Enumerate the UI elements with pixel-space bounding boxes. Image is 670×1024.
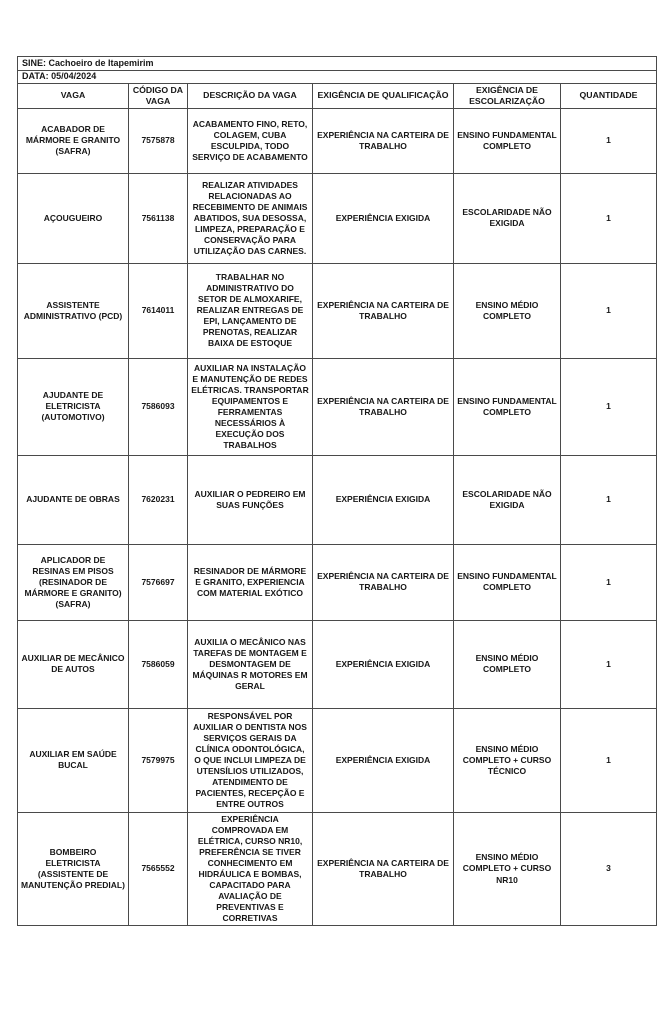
column-header-quantidade: QUANTIDADE xyxy=(561,84,657,109)
codigo-cell: 7586059 xyxy=(129,620,188,708)
date-row xyxy=(18,71,657,84)
document-sheet xyxy=(17,56,657,926)
codigo-cell: 7575878 xyxy=(129,108,188,173)
escolarizacao-cell: ENSINO FUNDAMENTAL COMPLETO xyxy=(454,108,561,173)
descricao-cell: RESINADOR DE MÁRMORE E GRANITO, EXPERIENCIA COM MATERIAL EXÓTICO xyxy=(188,544,313,620)
vaga-cell: AJUDANTE DE ELETRICISTA (AUTOMOTIVO) xyxy=(18,358,129,455)
codigo-cell: 7565552 xyxy=(129,812,188,925)
qualificacao-cell: EXPERIÊNCIA EXIGIDA xyxy=(313,173,454,263)
quantidade-cell: 1 xyxy=(561,620,657,708)
descricao-cell: REALIZAR ATIVIDADES RELACIONADAS AO RECEBIMENTO DE ANIMAIS ABATIDOS, SUA DESOSSA, LIMPEZA, PREPARAÇÃO E CONSERVAÇÃO PARA UTILIZAÇÃO DAS CARNES. xyxy=(188,173,313,263)
qualificacao-cell: EXPERIÊNCIA NA CARTEIRA DE TRABALHO xyxy=(313,812,454,925)
column-header-qualificacao: EXIGÊNCIA DE QUALIFICAÇÃO xyxy=(313,84,454,109)
qualificacao-cell: EXPERIÊNCIA EXIGIDA xyxy=(313,455,454,544)
table-row xyxy=(18,620,657,708)
quantidade-cell: 1 xyxy=(561,108,657,173)
descricao-cell: AUXILIAR NA INSTALAÇÃO E MANUTENÇÃO DE REDES ELÉTRICAS. TRANSPORTAR EQUIPAMENTOS E FERRAMENTAS NECESSÁRIOS À EXECUÇÃO DOS TRABALHOS xyxy=(188,358,313,455)
descricao-cell: AUXILIA O MECÂNICO NAS TAREFAS DE MONTAGEM E DESMONTAGEM DE MÁQUINAS R MOTORES EM GERAL xyxy=(188,620,313,708)
quantidade-cell: 1 xyxy=(561,173,657,263)
quantidade-cell: 1 xyxy=(561,544,657,620)
column-header-codigo: CÓDIGO DA VAGA xyxy=(129,84,188,109)
table-row xyxy=(18,173,657,263)
sine-office-label: SINE: Cachoeiro de Itapemirim xyxy=(18,57,657,71)
descricao-cell: TRABALHAR NO ADMINISTRATIVO DO SETOR DE ALMOXARIFE, REALIZAR ENTREGAS DE EPI, LANÇAMENTO DE PRENOTAS, REALIZAR BAIXA DE ESTOQUE xyxy=(188,263,313,358)
quantidade-cell: 1 xyxy=(561,358,657,455)
codigo-cell: 7579975 xyxy=(129,708,188,812)
vaga-cell: BOMBEIRO ELETRICISTA (ASSISTENTE DE MANUTENÇÃO PREDIAL) xyxy=(18,812,129,925)
codigo-cell: 7561138 xyxy=(129,173,188,263)
codigo-cell: 7576697 xyxy=(129,544,188,620)
vaga-cell: AUXILIAR EM SAÚDE BUCAL xyxy=(18,708,129,812)
descricao-cell: AUXILIAR O PEDREIRO EM SUAS FUNÇÕES xyxy=(188,455,313,544)
column-header-escolarizacao: EXIGÊNCIA DE ESCOLARIZAÇÃO xyxy=(454,84,561,109)
qualificacao-cell: EXPERIÊNCIA NA CARTEIRA DE TRABALHO xyxy=(313,263,454,358)
qualificacao-cell: EXPERIÊNCIA NA CARTEIRA DE TRABALHO xyxy=(313,358,454,455)
escolarizacao-cell: ENSINO MÉDIO COMPLETO xyxy=(454,620,561,708)
table-header-row xyxy=(18,84,657,109)
date-label: DATA: 05/04/2024 xyxy=(18,71,657,84)
quantidade-cell: 1 xyxy=(561,263,657,358)
job-vacancies-table xyxy=(17,56,657,926)
escolarizacao-cell: ESCOLARIDADE NÃO EXIGIDA xyxy=(454,173,561,263)
vaga-cell: APLICADOR DE RESINAS EM PISOS (RESINADOR DE MÁRMORE E GRANITO) (SAFRA) xyxy=(18,544,129,620)
column-header-descricao: DESCRIÇÃO DA VAGA xyxy=(188,84,313,109)
escolarizacao-cell: ENSINO FUNDAMENTAL COMPLETO xyxy=(454,358,561,455)
sine-office-row xyxy=(18,57,657,71)
vaga-cell: ASSISTENTE ADMINISTRATIVO (PCD) xyxy=(18,263,129,358)
qualificacao-cell: EXPERIÊNCIA NA CARTEIRA DE TRABALHO xyxy=(313,544,454,620)
vaga-cell: AJUDANTE DE OBRAS xyxy=(18,455,129,544)
quantidade-cell: 1 xyxy=(561,455,657,544)
quantidade-cell: 1 xyxy=(561,708,657,812)
qualificacao-cell: EXPERIÊNCIA EXIGIDA xyxy=(313,708,454,812)
table-row xyxy=(18,263,657,358)
codigo-cell: 7586093 xyxy=(129,358,188,455)
codigo-cell: 7620231 xyxy=(129,455,188,544)
escolarizacao-cell: ENSINO FUNDAMENTAL COMPLETO xyxy=(454,544,561,620)
escolarizacao-cell: ESCOLARIDADE NÃO EXIGIDA xyxy=(454,455,561,544)
vaga-cell: AÇOUGUEIRO xyxy=(18,173,129,263)
escolarizacao-cell: ENSINO MÉDIO COMPLETO + CURSO NR10 xyxy=(454,812,561,925)
qualificacao-cell: EXPERIÊNCIA EXIGIDA xyxy=(313,620,454,708)
descricao-cell: RESPONSÁVEL POR AUXILIAR O DENTISTA NOS SERVIÇOS GERAIS DA CLÍNICA ODONTOLÓGICA, O QUE INCLUI LIMPEZA DE UTENSÍLIOS UTILIZADOS, ATENDIMENTO DE PACIENTES, RECEPÇÃO E ENTRE OUTROS xyxy=(188,708,313,812)
vaga-cell: AUXILIAR DE MECÂNICO DE AUTOS xyxy=(18,620,129,708)
column-header-vaga: VAGA xyxy=(18,84,129,109)
table-row xyxy=(18,544,657,620)
escolarizacao-cell: ENSINO MÉDIO COMPLETO + CURSO TÉCNICO xyxy=(454,708,561,812)
vaga-cell: ACABADOR DE MÁRMORE E GRANITO (SAFRA) xyxy=(18,108,129,173)
qualificacao-cell: EXPERIÊNCIA NA CARTEIRA DE TRABALHO xyxy=(313,108,454,173)
descricao-cell: ACABAMENTO FINO, RETO, COLAGEM, CUBA ESCULPIDA, TODO SERVIÇO DE ACABAMENTO xyxy=(188,108,313,173)
table-row xyxy=(18,358,657,455)
table-row xyxy=(18,455,657,544)
escolarizacao-cell: ENSINO MÉDIO COMPLETO xyxy=(454,263,561,358)
quantidade-cell: 3 xyxy=(561,812,657,925)
table-row xyxy=(18,708,657,812)
descricao-cell: EXPERIÊNCIA COMPROVADA EM ELÉTRICA, CURSO NR10, PREFERÊNCIA SE TIVER CONHECIMENTO EM HIDRÁULICA E BOMBAS, CAPACITADO PARA AVALIAÇÃO DE PREVENTIVAS E CORRETIVAS xyxy=(188,812,313,925)
codigo-cell: 7614011 xyxy=(129,263,188,358)
table-row xyxy=(18,812,657,925)
table-row xyxy=(18,108,657,173)
